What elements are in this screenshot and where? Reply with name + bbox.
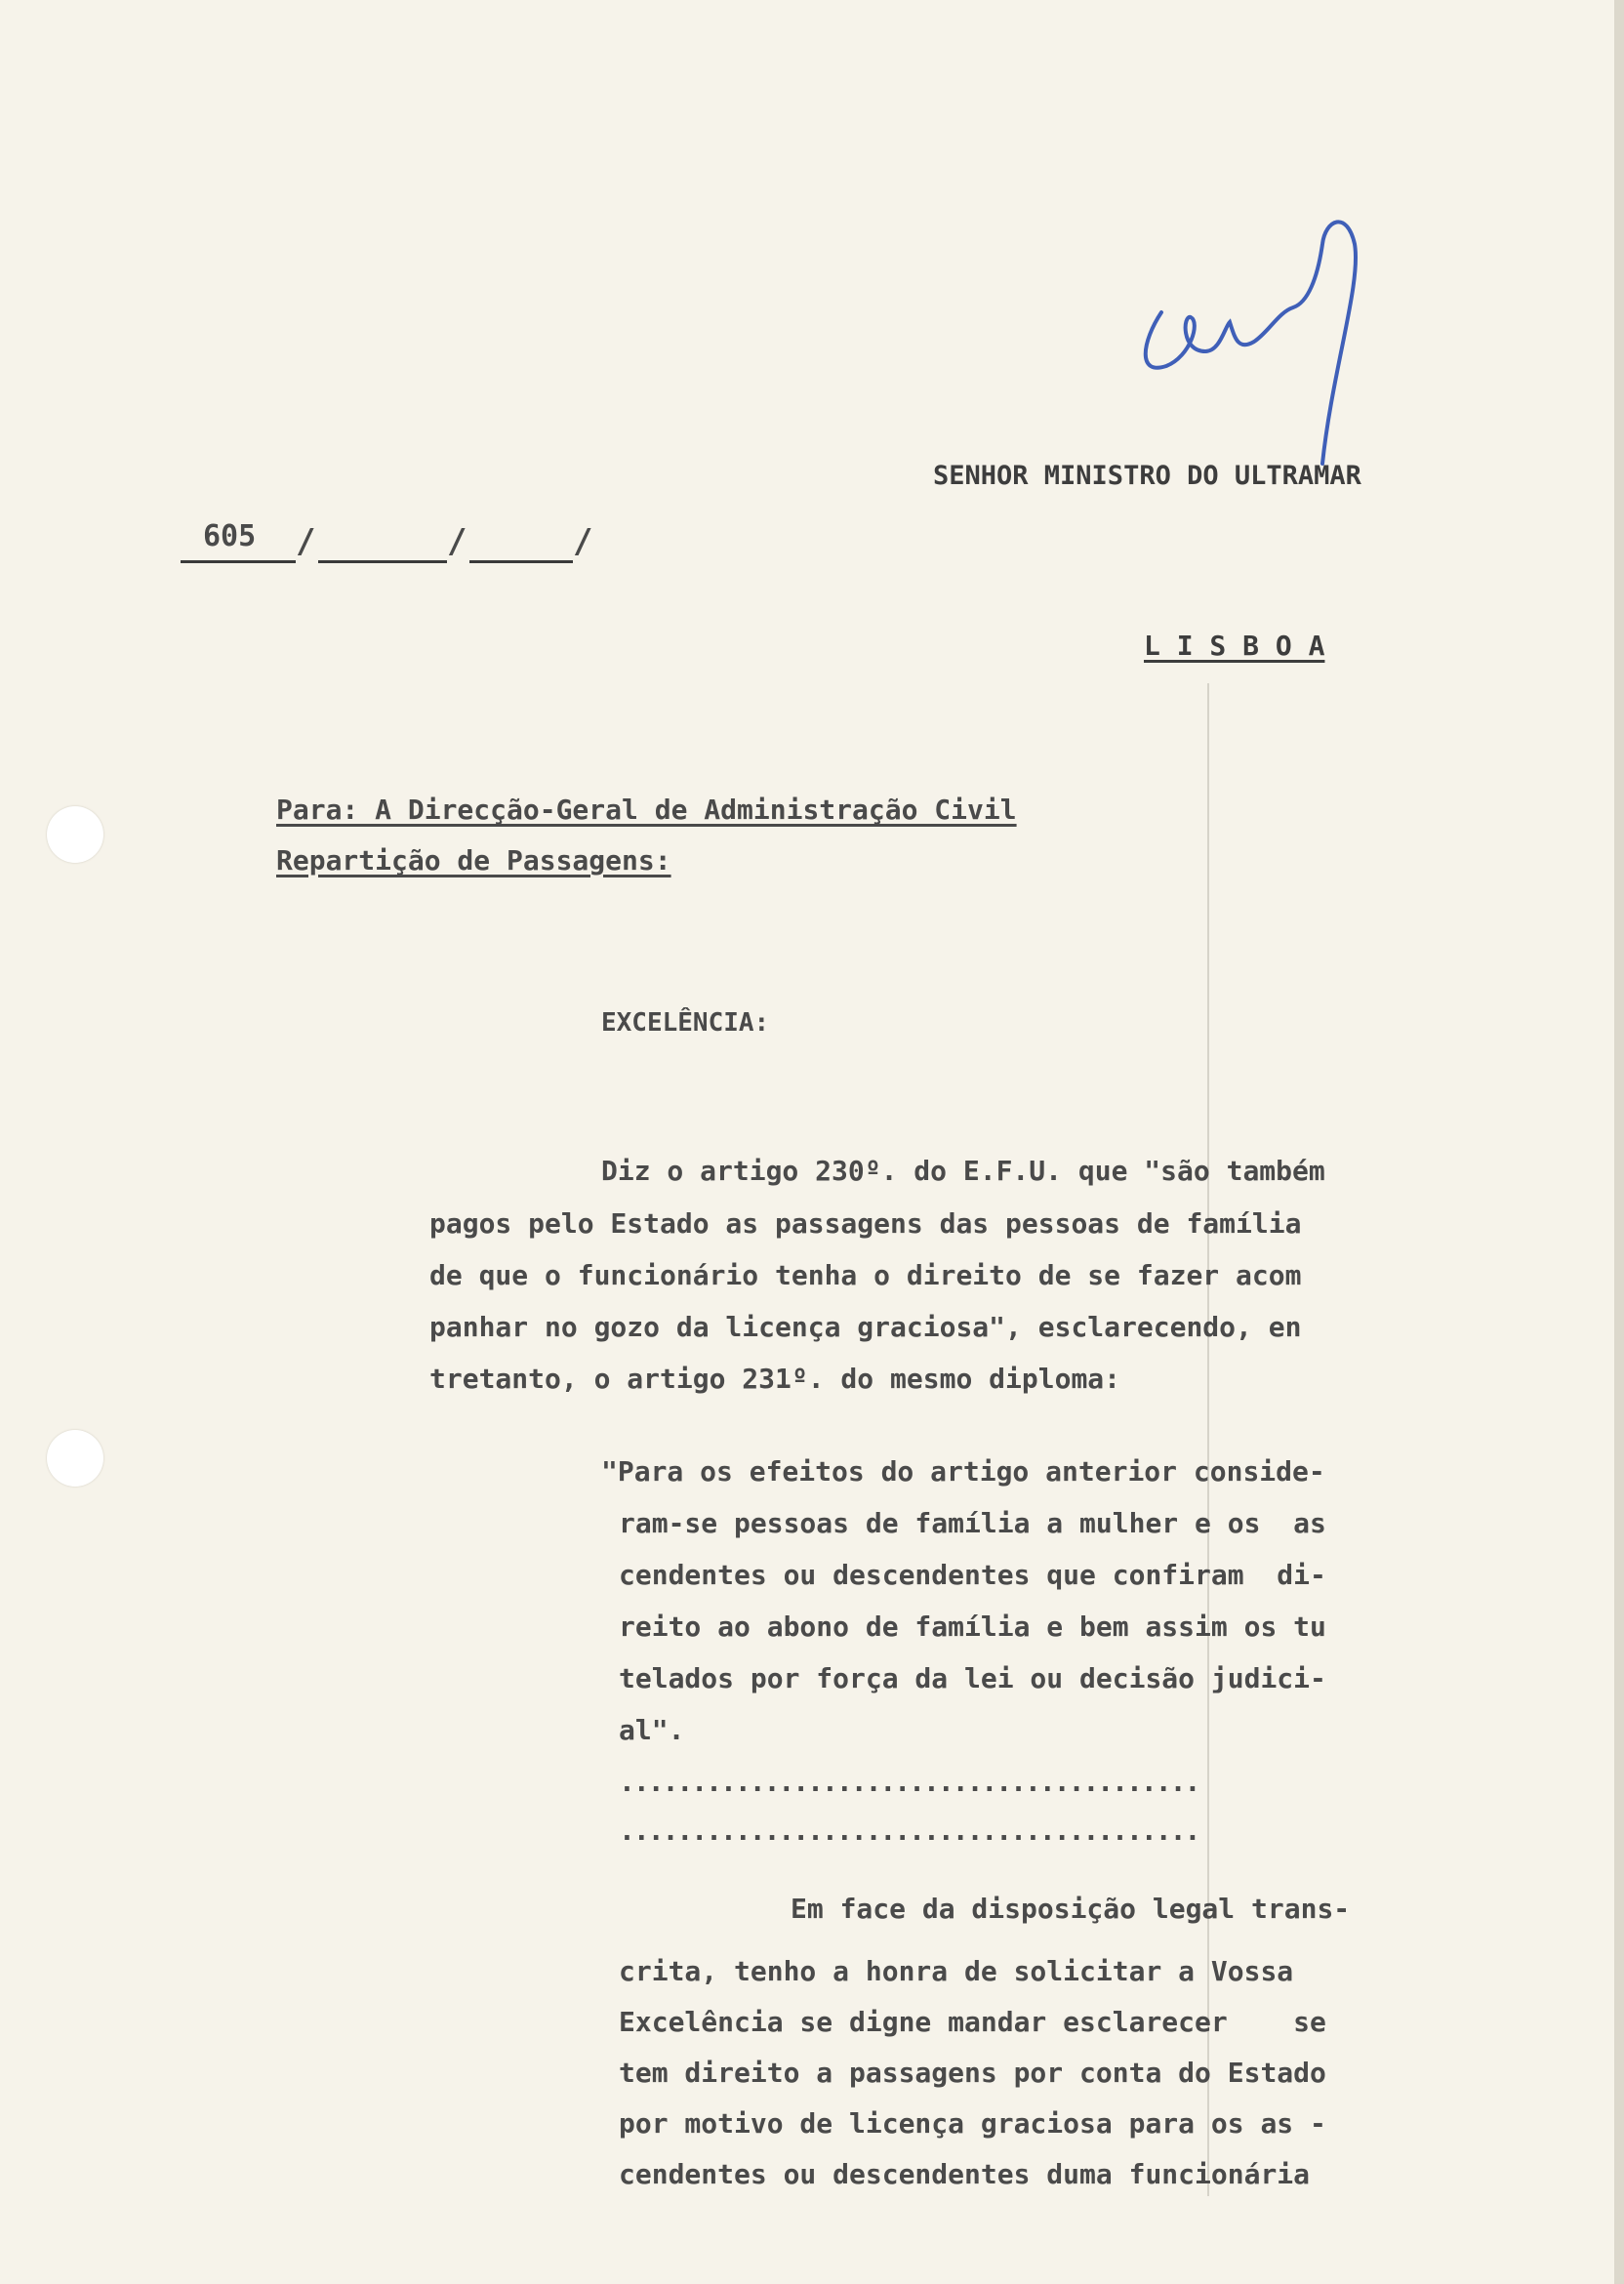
paragraph-2-line: cendentes ou descendentes duma funcionária	[619, 2158, 1311, 2190]
quotation-line: al".	[619, 1714, 685, 1746]
ellipsis-line: ........................................	[619, 1815, 1199, 1847]
city: L I S B O A	[1144, 630, 1325, 662]
paragraph-1-line: tretanto, o artigo 231º. do mesmo diploma:	[429, 1363, 1121, 1395]
paragraph-1-line: pagos pelo Estado as passagens das pessoas de família	[429, 1207, 1302, 1240]
paragraph-2-line: por motivo de licença graciosa para os as -	[619, 2107, 1326, 2140]
quotation-line: "Para os efeitos do artigo anterior conside-	[601, 1455, 1325, 1488]
paragraph-2-line: tem direito a passagens por conta do Estado	[619, 2057, 1326, 2089]
salutation: EXCELÊNCIA:	[601, 1008, 770, 1038]
paper-edge	[1614, 0, 1624, 2284]
reference-slash-3: /	[573, 522, 593, 561]
paragraph-2-line: Em face da disposição legal trans-	[791, 1893, 1351, 1925]
reference-number: 605	[203, 519, 257, 553]
paragraph-1-line: de que o funcionário tenha o direito de se fazer acom	[429, 1259, 1302, 1291]
punch-hole-top	[47, 806, 103, 863]
ellipsis-line: ........................................	[619, 1766, 1199, 1798]
reference-slash-1: /	[296, 522, 316, 561]
punch-hole-bottom	[47, 1430, 103, 1487]
paragraph-2-line: Excelência se digne mandar esclarecer se	[619, 2006, 1326, 2038]
addressee: SENHOR MINISTRO DO ULTRAMAR	[933, 461, 1361, 491]
quotation-line: cendentes ou descendentes que confiram di-	[619, 1559, 1326, 1591]
quotation-line: ram-se pessoas de família a mulher e os as	[619, 1507, 1326, 1539]
reference-underline-3	[469, 560, 573, 563]
quotation-line: telados por força da lei ou decisão judici-	[619, 1662, 1326, 1694]
paragraph-2-line: crita, tenho a honra de solicitar a Vossa	[619, 1955, 1294, 1987]
recipient-line-2: Repartição de Passagens:	[276, 844, 671, 877]
quotation-line: reito ao abono de família e bem assim os tu	[619, 1611, 1326, 1643]
reference-underline-2	[318, 560, 447, 563]
reference-underline-1	[181, 560, 296, 563]
reference-slash-2: /	[447, 522, 467, 561]
recipient-line-1: Para: A Direcção-Geral de Administração Civil	[276, 794, 1017, 826]
handwritten-signature	[1122, 205, 1415, 478]
paragraph-1-line: panhar no gozo da licença graciosa", esclarecendo, en	[429, 1311, 1302, 1343]
paragraph-1-line: Diz o artigo 230º. do E.F.U. que "são também	[601, 1155, 1325, 1187]
